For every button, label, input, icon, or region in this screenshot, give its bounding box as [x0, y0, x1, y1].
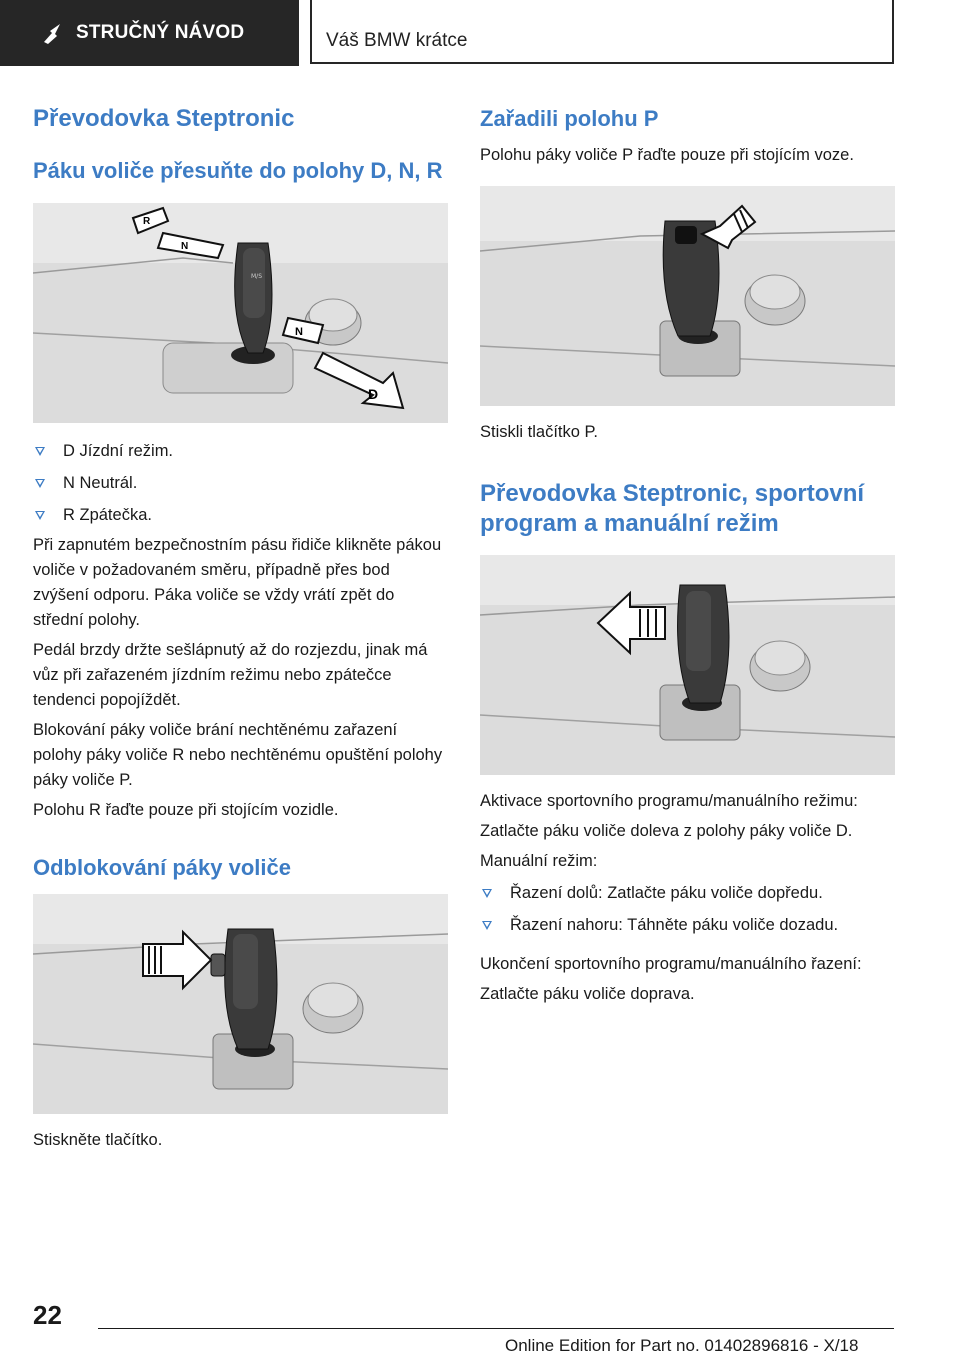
- list-item: N Neutrál.: [33, 471, 448, 496]
- paragraph: Polohu páky voliče P řaďte pouze při stojícím voze.: [480, 146, 854, 164]
- edition-text: Online Edition for Part no. 01402896816 - X/18: [505, 1336, 859, 1355]
- image-caption: Stiskli tlačítko P.: [480, 423, 598, 441]
- paragraph: Blokování páky voliče brání nechtěnému zařazení polohy páky voliče R nebo nechtěnému opuštění polohy páky voliče P.: [33, 721, 443, 789]
- bullet-triangle-icon: [35, 479, 45, 488]
- arrow-r-label: R: [143, 216, 151, 227]
- right-column: [480, 96, 895, 1007]
- paragraph: Zatlačte páku voliče doleva z polohy páky voliče D.: [480, 822, 853, 840]
- bullet-triangle-icon: [35, 511, 45, 520]
- section-tab-label: STRUČNÝ NÁVOD: [76, 22, 245, 43]
- footer-divider: [98, 1328, 894, 1329]
- arrow-n-top-label: N: [181, 241, 189, 252]
- page-header: [0, 0, 960, 66]
- arrow-n-bottom-label: N: [295, 326, 303, 338]
- paragraph: Polohu R řaďte pouze při stojícím vozidle.: [33, 801, 339, 819]
- bullet-triangle-icon: [482, 889, 492, 898]
- paragraph: Pedál brzdy držte sešlápnutý až do rozjezdu, jinak má vůz při zařazeném jízdním režimu nebo zpátečce tendenci popojíždět.: [33, 641, 428, 709]
- list-item: R Zpátečka.: [33, 503, 448, 528]
- arrow-d-label: D: [368, 386, 379, 402]
- paragraph: Manuální režim:: [480, 852, 598, 870]
- manual-mode-list: [480, 881, 895, 938]
- list-item: D Jízdní režim.: [33, 439, 448, 464]
- left-column: [33, 96, 448, 1153]
- paragraph: Zatlačte páku voliče doprava.: [480, 985, 695, 1003]
- gear-positions-list: [33, 439, 448, 528]
- sport-mode-illustration: [480, 555, 895, 775]
- image-caption: Stiskněte tlačítko.: [33, 1131, 163, 1149]
- list-item: Řazení nahoru: Táhněte páku voliče dozadu.: [480, 913, 895, 938]
- section-heading: Zařadili polohu P: [480, 106, 659, 131]
- section-heading: Převodovka Steptronic, sportovní program a manuální režim: [480, 480, 865, 537]
- quick-guide-icon: [40, 20, 66, 46]
- section-title-box: [310, 0, 894, 64]
- gear-selector-dnr-illustration: [33, 203, 448, 423]
- paragraph: Aktivace sportovního programu/manuálního režimu:: [480, 792, 858, 810]
- paragraph: Při zapnutém bezpečnostním pásu řidiče klikněte pákou voliče v požadovaném směru, případně přes bod zvýšení odporu. Páka voliče se vždy vrátí zpět do střední polohy.: [33, 536, 442, 629]
- list-item: Řazení dolů: Zatlačte páku voliče dopředu.: [480, 881, 895, 906]
- page-title: Převodovka Steptronic: [33, 105, 295, 132]
- park-button-illustration: [480, 186, 895, 406]
- unlock-selector-illustration: [33, 894, 448, 1114]
- section-subtitle: Páku voliče přesuňte do polohy D, N, R: [33, 158, 443, 183]
- bullet-triangle-icon: [482, 921, 492, 930]
- section-heading: Odblokování páky voliče: [33, 855, 291, 880]
- section-title: Váš BMW krátce: [326, 30, 468, 51]
- bullet-triangle-icon: [35, 447, 45, 456]
- svg-text:M/S: M/S: [251, 273, 263, 280]
- page-number: 22: [33, 1300, 62, 1330]
- paragraph: Ukončení sportovního programu/manuálního řazení:: [480, 955, 862, 973]
- section-tab: [0, 0, 299, 66]
